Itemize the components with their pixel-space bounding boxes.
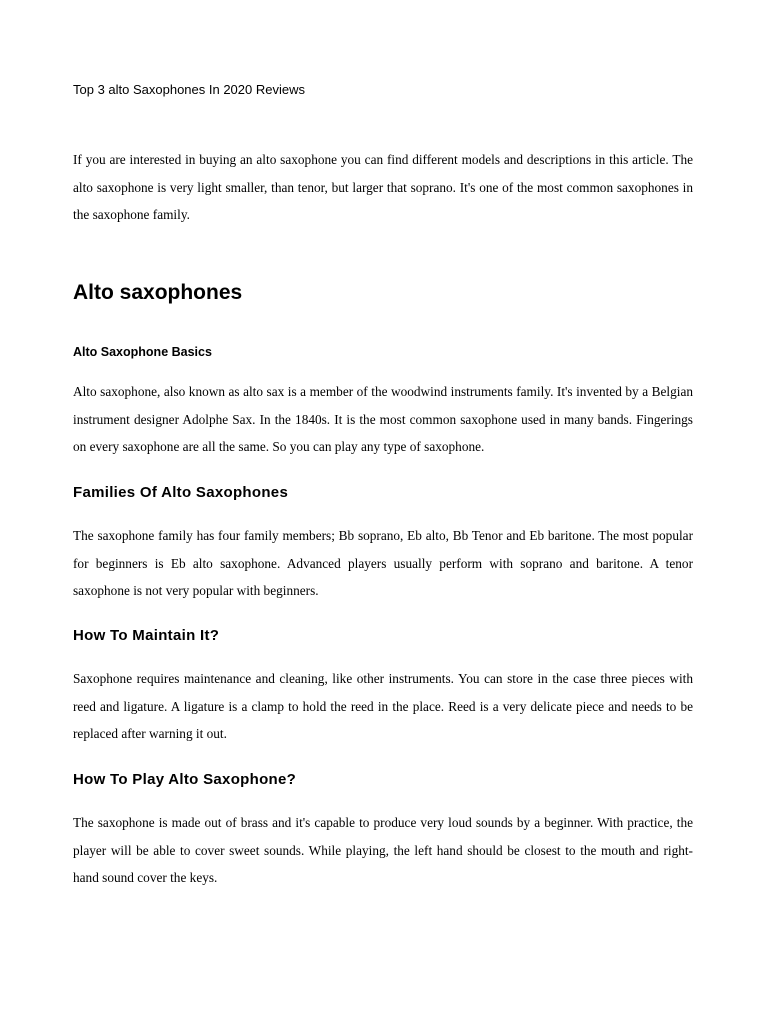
section-body-play: The saxophone is made out of brass and it's capable to produce very loud sounds by a beginner. With practice, the player will be able to cover sweet sounds. While playing, the left hand should be closest to the mouth and right-hand sound cover the keys. xyxy=(73,815,693,885)
document-title: Top 3 alto Saxophones In 2020 Reviews xyxy=(73,82,305,97)
section-heading-maintain: How To Maintain It? xyxy=(73,627,220,644)
section-body-maintain: Saxophone requires maintenance and cleaning, like other instruments. You can store in the case three pieces with reed and ligature. A ligature is a clamp to hold the reed in the place. Reed is a very delicate piece and needs to be replaced after warning it out. xyxy=(73,671,693,741)
section-heading-play: How To Play Alto Saxophone? xyxy=(73,771,297,788)
section-heading-families: Families Of Alto Saxophones xyxy=(73,484,289,501)
main-heading: Alto saxophones xyxy=(73,281,243,304)
intro-paragraph: If you are interested in buying an alto saxophone you can find different models and descriptions in this article. The alto saxophone is very light smaller, than tenor, but larger that soprano. It's one of the most common saxophones in the saxophone family. xyxy=(73,152,693,222)
section-body-families: The saxophone family has four family members; Bb soprano, Eb alto, Bb Tenor and Eb baritone. The most popular for beginners is Eb alto saxophone. Advanced players usually perform with soprano and baritone. A tenor saxophone is not very popular with beginners. xyxy=(73,528,693,598)
section-heading-basics: Alto Saxophone Basics xyxy=(73,345,212,359)
section-body-basics: Alto saxophone, also known as alto sax is a member of the woodwind instruments family. It's invented by a Belgian instrument designer Adolphe Sax. In the 1840s. It is the most common saxophone used in many bands. Fingerings on every saxophone are all the same. So you can play any type of saxophone. xyxy=(73,384,693,454)
